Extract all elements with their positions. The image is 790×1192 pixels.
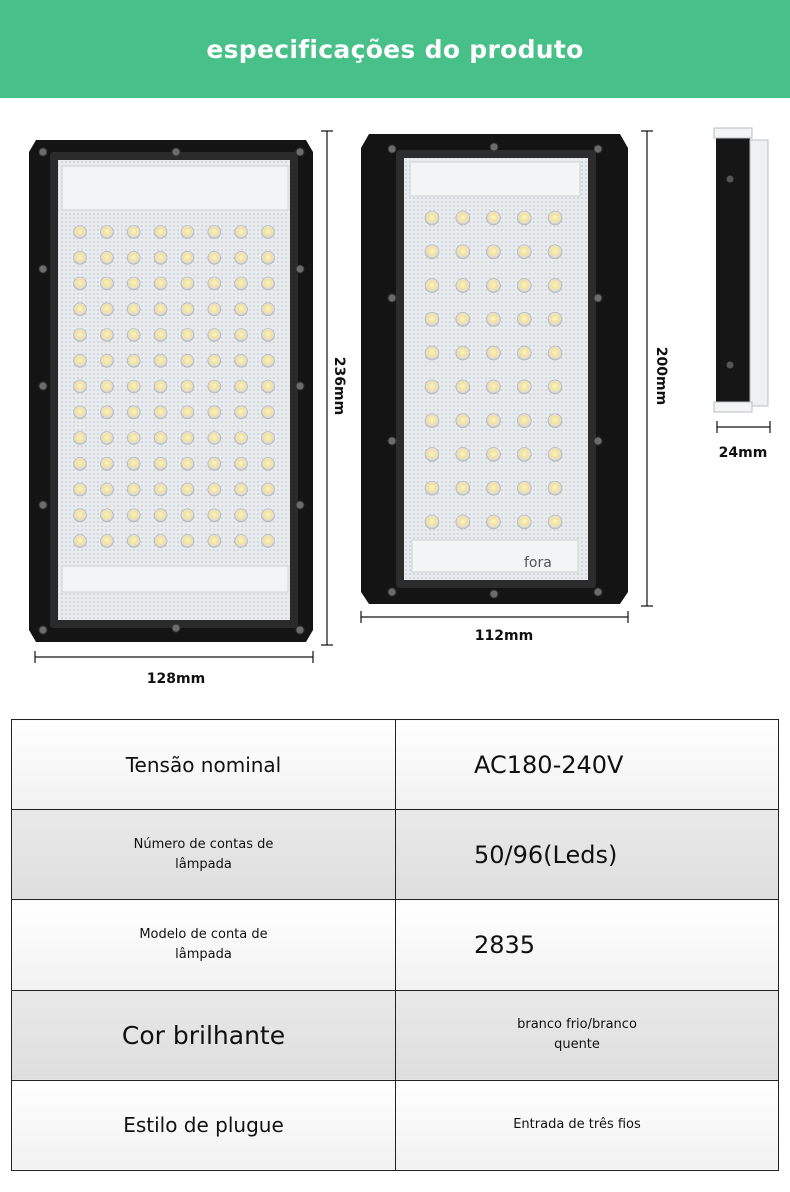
led-chip <box>74 432 87 445</box>
table-row <box>12 810 779 900</box>
led-chip <box>262 329 275 342</box>
led-chip <box>235 509 248 522</box>
led-chip <box>127 509 140 522</box>
spec-value-cell <box>396 990 779 1080</box>
led-chip <box>235 432 248 445</box>
led-chip <box>181 226 194 239</box>
led-chip <box>262 406 275 419</box>
medium-panel-label: fora <box>524 555 552 571</box>
led-chip <box>208 226 221 239</box>
led-chip <box>181 432 194 445</box>
led-chip <box>154 329 167 342</box>
led-chip <box>154 303 167 316</box>
led-chip <box>74 303 87 316</box>
led-chip <box>548 380 562 394</box>
led-chip <box>154 406 167 419</box>
led-chip <box>456 515 470 529</box>
led-chip <box>74 535 87 548</box>
led-chip <box>456 447 470 461</box>
led-chip <box>262 303 275 316</box>
led-chip <box>235 406 248 419</box>
led-chip <box>100 226 113 239</box>
led-chip <box>425 312 439 326</box>
led-chip <box>100 380 113 393</box>
led-chip <box>127 277 140 290</box>
led-chip <box>517 346 531 360</box>
led-chip <box>154 277 167 290</box>
led-chip <box>181 354 194 367</box>
led-chip <box>517 515 531 529</box>
led-chip <box>100 509 113 522</box>
spec-label-cell <box>12 990 396 1080</box>
specs-table <box>11 719 779 1171</box>
led-chip <box>74 226 87 239</box>
spec-value: 50/96(Leds) <box>474 840 618 869</box>
led-chip <box>208 354 221 367</box>
led-chip <box>74 483 87 496</box>
led-chip <box>127 457 140 470</box>
led-chip <box>425 515 439 529</box>
large-lamp-front <box>29 140 313 642</box>
led-chip <box>262 535 275 548</box>
led-chip <box>74 380 87 393</box>
led-chip <box>456 414 470 428</box>
led-chip <box>425 414 439 428</box>
led-chip <box>262 483 275 496</box>
led-chip <box>74 277 87 290</box>
led-chip <box>548 414 562 428</box>
led-chip <box>208 380 221 393</box>
led-chip <box>425 447 439 461</box>
large-height-label: 236mm <box>331 356 347 416</box>
led-chip <box>262 277 275 290</box>
table-row <box>12 1080 779 1170</box>
led-chip <box>425 245 439 259</box>
led-chip <box>487 346 501 360</box>
led-chip <box>154 354 167 367</box>
led-chip <box>235 483 248 496</box>
led-chip <box>456 245 470 259</box>
spec-value-cell <box>396 900 779 990</box>
led-chip <box>100 277 113 290</box>
led-chip <box>100 432 113 445</box>
led-chip <box>181 406 194 419</box>
led-chip <box>262 457 275 470</box>
led-chip <box>262 432 275 445</box>
led-chip <box>235 226 248 239</box>
medium-width-dimension <box>361 611 628 623</box>
spec-value-cell <box>396 810 779 900</box>
led-chip <box>235 535 248 548</box>
led-chip <box>425 346 439 360</box>
led-chip <box>181 457 194 470</box>
spec-label: Estilo de plugue <box>123 1113 284 1138</box>
led-chip <box>181 277 194 290</box>
spec-label-cell <box>12 810 396 900</box>
led-chip <box>425 279 439 293</box>
led-chip <box>154 251 167 264</box>
table-row <box>12 990 779 1080</box>
led-chip <box>487 312 501 326</box>
spec-value: AC180-240V <box>474 750 624 779</box>
side-depth-label: 24mm <box>718 445 768 461</box>
led-chip <box>517 245 531 259</box>
led-chip <box>74 457 87 470</box>
spec-value-cell <box>396 720 779 810</box>
led-chip <box>235 457 248 470</box>
spec-label: Modelo de conta de lâmpada <box>139 926 268 962</box>
medium-height-label: 200mm <box>653 346 669 406</box>
led-chip <box>208 329 221 342</box>
led-chip <box>154 432 167 445</box>
led-chip <box>127 329 140 342</box>
led-chip <box>487 279 501 293</box>
led-chip <box>517 447 531 461</box>
led-chip <box>181 509 194 522</box>
led-chip <box>487 211 501 225</box>
led-chip <box>154 226 167 239</box>
led-chip <box>262 251 275 264</box>
led-chip <box>181 535 194 548</box>
led-chip <box>456 380 470 394</box>
led-chip <box>548 211 562 225</box>
led-chip <box>208 303 221 316</box>
medium-height-dimension <box>641 131 653 606</box>
led-chip <box>154 509 167 522</box>
table-row <box>12 720 779 810</box>
led-chip <box>425 211 439 225</box>
led-chip <box>456 279 470 293</box>
led-chip <box>208 483 221 496</box>
led-chip <box>456 211 470 225</box>
led-chip <box>487 245 501 259</box>
led-chip <box>487 447 501 461</box>
led-chip <box>208 406 221 419</box>
led-chip <box>74 251 87 264</box>
side-depth-dimension <box>717 421 770 433</box>
led-chip <box>100 354 113 367</box>
led-chip <box>127 380 140 393</box>
led-chip <box>262 354 275 367</box>
led-chip <box>208 457 221 470</box>
led-chip <box>548 279 562 293</box>
led-chip <box>127 406 140 419</box>
led-chip <box>74 354 87 367</box>
led-chip <box>208 535 221 548</box>
led-chip <box>181 303 194 316</box>
led-chip <box>517 279 531 293</box>
led-chip <box>548 481 562 495</box>
spec-label-cell <box>12 900 396 990</box>
led-chip <box>548 245 562 259</box>
medium-width-label: 112mm <box>474 628 534 644</box>
led-chip <box>262 226 275 239</box>
product-dimensions-figure <box>0 98 790 710</box>
led-chip <box>181 380 194 393</box>
led-chip <box>208 509 221 522</box>
spec-label-cell <box>12 720 396 810</box>
led-chip <box>548 312 562 326</box>
page-title: especificações do produto <box>206 34 584 64</box>
led-chip <box>487 515 501 529</box>
led-chip <box>548 515 562 529</box>
header-banner <box>0 0 790 98</box>
led-chip <box>181 483 194 496</box>
led-chip <box>74 406 87 419</box>
led-chip <box>74 509 87 522</box>
spec-value: 2835 <box>474 930 536 959</box>
led-chip <box>517 481 531 495</box>
led-chip <box>154 380 167 393</box>
led-chip <box>127 483 140 496</box>
led-chip <box>100 406 113 419</box>
led-chip <box>100 329 113 342</box>
table-row <box>12 900 779 990</box>
led-chip <box>208 251 221 264</box>
led-chip <box>425 481 439 495</box>
led-chip <box>487 481 501 495</box>
spec-value-cell <box>396 1080 779 1170</box>
spec-label-cell <box>12 1080 396 1170</box>
led-chip <box>548 447 562 461</box>
led-chip <box>425 380 439 394</box>
led-chip <box>100 457 113 470</box>
led-chip <box>208 277 221 290</box>
led-chip <box>235 380 248 393</box>
led-chip <box>100 535 113 548</box>
led-chip <box>208 432 221 445</box>
spec-label: Tensão nominal <box>125 752 282 777</box>
led-chip <box>154 535 167 548</box>
led-chip <box>235 303 248 316</box>
large-width-label: 128mm <box>146 671 206 687</box>
led-chip <box>235 251 248 264</box>
led-chip <box>517 414 531 428</box>
led-chip <box>127 303 140 316</box>
spec-label: Número de contas de lâmpada <box>133 836 274 872</box>
led-chip <box>235 354 248 367</box>
medium-lamp-front <box>361 134 628 604</box>
led-chip <box>127 535 140 548</box>
spec-label: Cor brilhante <box>121 1020 286 1050</box>
led-chip <box>181 329 194 342</box>
led-chip <box>127 432 140 445</box>
led-chip <box>235 277 248 290</box>
led-chip <box>548 346 562 360</box>
led-chip <box>127 251 140 264</box>
led-chip <box>456 346 470 360</box>
led-chip <box>456 312 470 326</box>
spec-value: branco frio/branco quente <box>517 1017 637 1053</box>
led-chip <box>100 251 113 264</box>
led-chip <box>181 251 194 264</box>
led-chip <box>487 380 501 394</box>
led-chip <box>262 509 275 522</box>
lamp-side-view <box>714 128 768 412</box>
led-chip <box>154 483 167 496</box>
led-chip <box>100 483 113 496</box>
led-chip <box>235 329 248 342</box>
large-width-dimension <box>35 651 313 663</box>
led-chip <box>127 226 140 239</box>
led-chip <box>517 211 531 225</box>
led-chip <box>154 457 167 470</box>
spec-value: Entrada de três fios <box>513 1117 641 1133</box>
led-chip <box>487 414 501 428</box>
led-chip <box>517 312 531 326</box>
led-chip <box>456 481 470 495</box>
led-chip <box>74 329 87 342</box>
led-chip <box>262 380 275 393</box>
led-chip <box>517 380 531 394</box>
led-chip <box>100 303 113 316</box>
led-chip <box>127 354 140 367</box>
